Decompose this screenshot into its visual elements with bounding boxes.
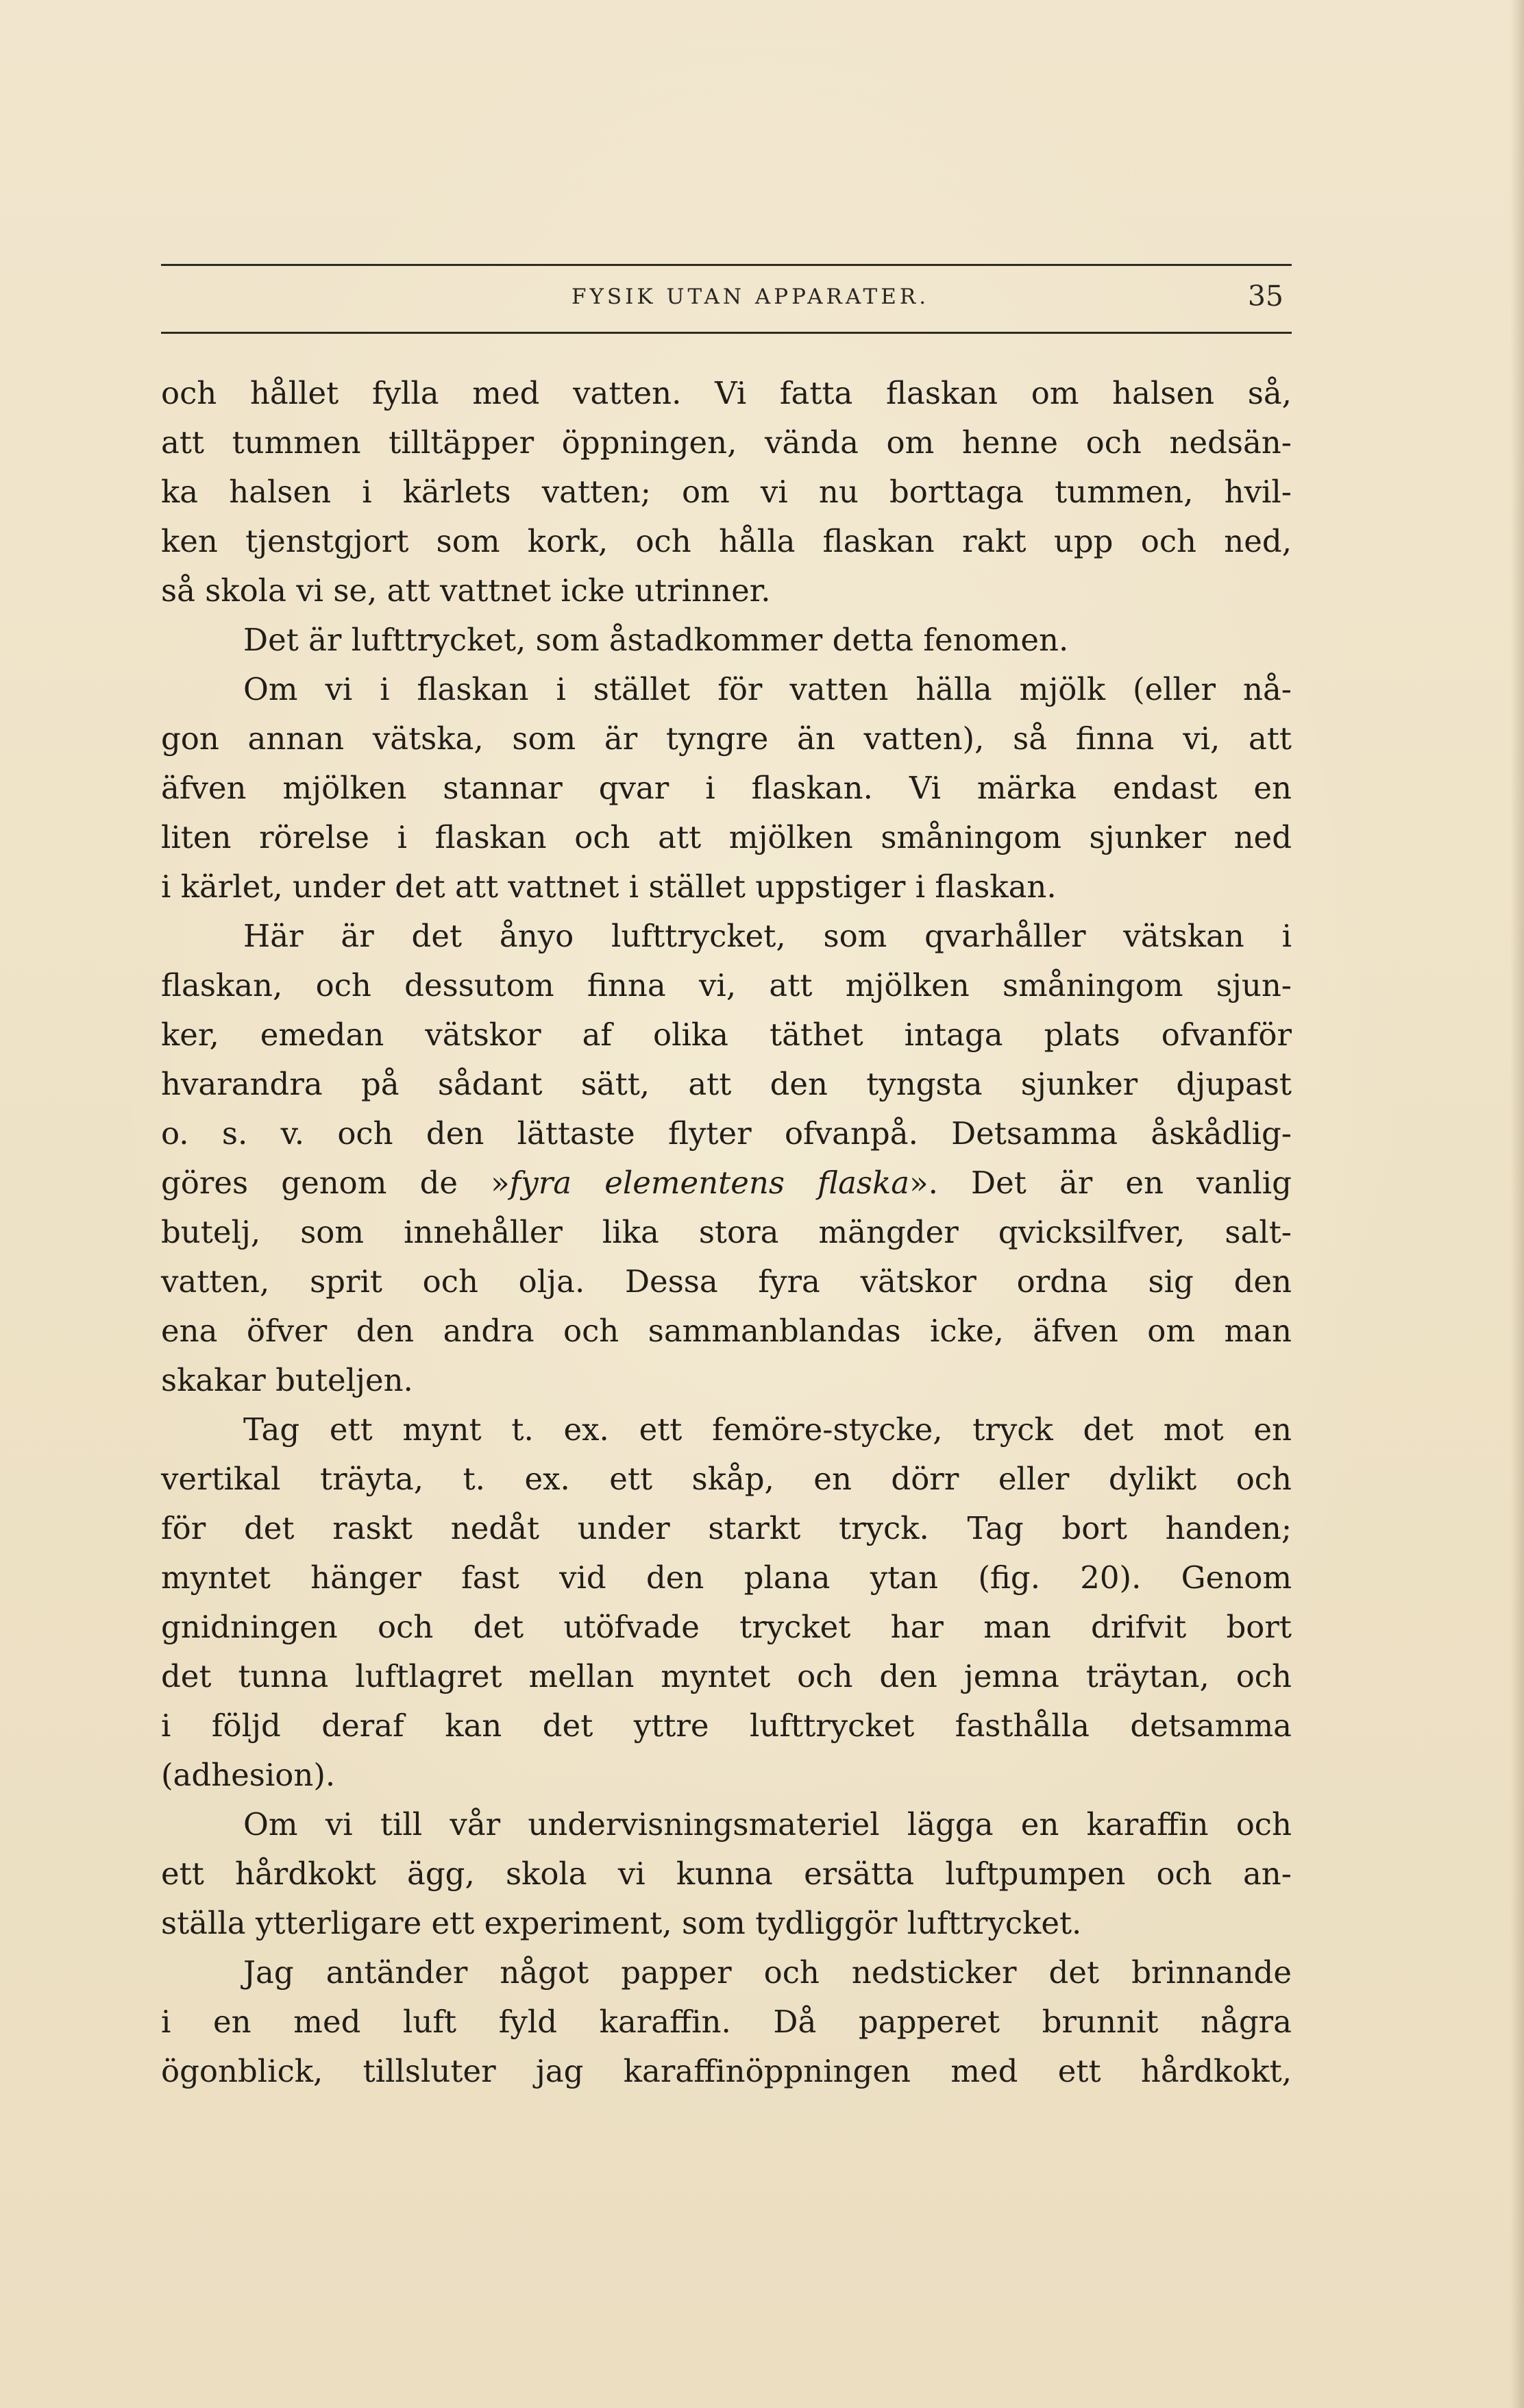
text-line: ena öfver den andra och sammanblandas icke, äfven om man bbox=[161, 1313, 1292, 1349]
text-line: för det raskt nedåt under starkt tryck. Tag bort handen; bbox=[161, 1510, 1292, 1546]
text-line-segment: ». Det är en vanlig bbox=[909, 1165, 1292, 1201]
text-line: Det är lufttrycket, som åstadkommer detta fenomen. bbox=[243, 622, 1069, 658]
text-line: det tunna luftlagret mellan myntet och den jemna träytan, och bbox=[161, 1658, 1292, 1694]
text-line: ögonblick, tillsluter jag karaffinöppningen med ett hårdkokt, bbox=[161, 2053, 1292, 2089]
text-line: i följd deraf kan det yttre lufttrycket fasthålla detsamma bbox=[161, 1707, 1292, 1744]
text-line-segment: göres genom de » bbox=[161, 1165, 510, 1201]
text-line: ka halsen i kärlets vatten; om vi nu borttaga tummen, hvil- bbox=[161, 474, 1292, 510]
text-line: och hållet fylla med vatten. Vi fatta flaskan om halsen så, bbox=[161, 375, 1292, 411]
text-line: myntet hänger fast vid den plana ytan (fig. 20). Genom bbox=[161, 1559, 1292, 1596]
text-line: i kärlet, under det att vattnet i stället uppstiger i flaskan. bbox=[161, 868, 1057, 905]
page-edge-shadow bbox=[1510, 0, 1524, 2408]
text-line: ställa ytterligare ett experiment, som tydliggör lufttrycket. bbox=[161, 1905, 1082, 1941]
text-line: butelj, som innehåller lika stora mängder qvicksilfver, salt- bbox=[161, 1214, 1292, 1250]
text-line: ett hårdkokt ägg, skola vi kunna ersätta luftpumpen och an- bbox=[161, 1856, 1292, 1892]
text-line: vertikal träyta, t. ex. ett skåp, en dörr eller dylikt och bbox=[161, 1461, 1292, 1497]
text-line: att tummen tilltäpper öppningen, vända om henne och nedsän- bbox=[161, 424, 1292, 461]
text-line: Jag antänder något papper och nedsticker det brinnande bbox=[243, 1954, 1292, 1991]
text-line: liten rörelse i flaskan och att mjölken småningom sjunker ned bbox=[161, 819, 1292, 855]
text-line: i en med luft fyld karaffin. Då papperet brunnit några bbox=[161, 2004, 1292, 2040]
text-line: flaskan, och dessutom finna vi, att mjölken småningom sjun- bbox=[161, 967, 1292, 1004]
text-line: gnidningen och det utöfvade trycket har man drifvit bort bbox=[161, 1609, 1292, 1645]
text-line: ken tjenstgjort som kork, och hålla flaskan rakt upp och ned, bbox=[161, 523, 1292, 559]
running-title: FYSIK UTAN APPARATER. bbox=[571, 284, 930, 309]
page-header bbox=[161, 264, 1292, 334]
text-line: o. s. v. och den lättaste flyter ofvanpå. Detsamma åskådlig- bbox=[161, 1115, 1292, 1152]
text-line: vatten, sprit och olja. Dessa fyra vätskor ordna sig den bbox=[161, 1263, 1292, 1300]
text-line: skakar buteljen. bbox=[161, 1362, 413, 1398]
text-line bbox=[161, 1158, 1292, 1208]
text-line: (adhesion). bbox=[161, 1757, 336, 1793]
text-line: Om vi till vår undervisningsmateriel lägga en karaffin och bbox=[243, 1806, 1292, 1843]
body-text bbox=[161, 369, 1292, 2096]
text-line: Här är det ånyo lufttrycket, som qvarhåller vätskan i bbox=[243, 918, 1292, 954]
text-line: Tag ett mynt t. ex. ett femöre-stycke, tryck det mot en bbox=[243, 1411, 1292, 1448]
text-line: Om vi i flaskan i stället för vatten hälla mjölk (eller nå- bbox=[243, 671, 1292, 707]
text-line: så skola vi se, att vattnet icke utrinner. bbox=[161, 572, 771, 609]
italic-title: fyra elementens flaska bbox=[509, 1165, 910, 1201]
page-number: 35 bbox=[1247, 280, 1283, 313]
text-line: ker, emedan vätskor af olika täthet intaga plats ofvanför bbox=[161, 1017, 1292, 1053]
text-line: hvarandra på sådant sätt, att den tyngsta sjunker djupast bbox=[161, 1066, 1292, 1102]
text-line: äfven mjölken stannar qvar i flaskan. Vi märka endast en bbox=[161, 770, 1292, 806]
text-line: gon annan vätska, som är tyngre än vatten), så finna vi, att bbox=[161, 720, 1292, 757]
